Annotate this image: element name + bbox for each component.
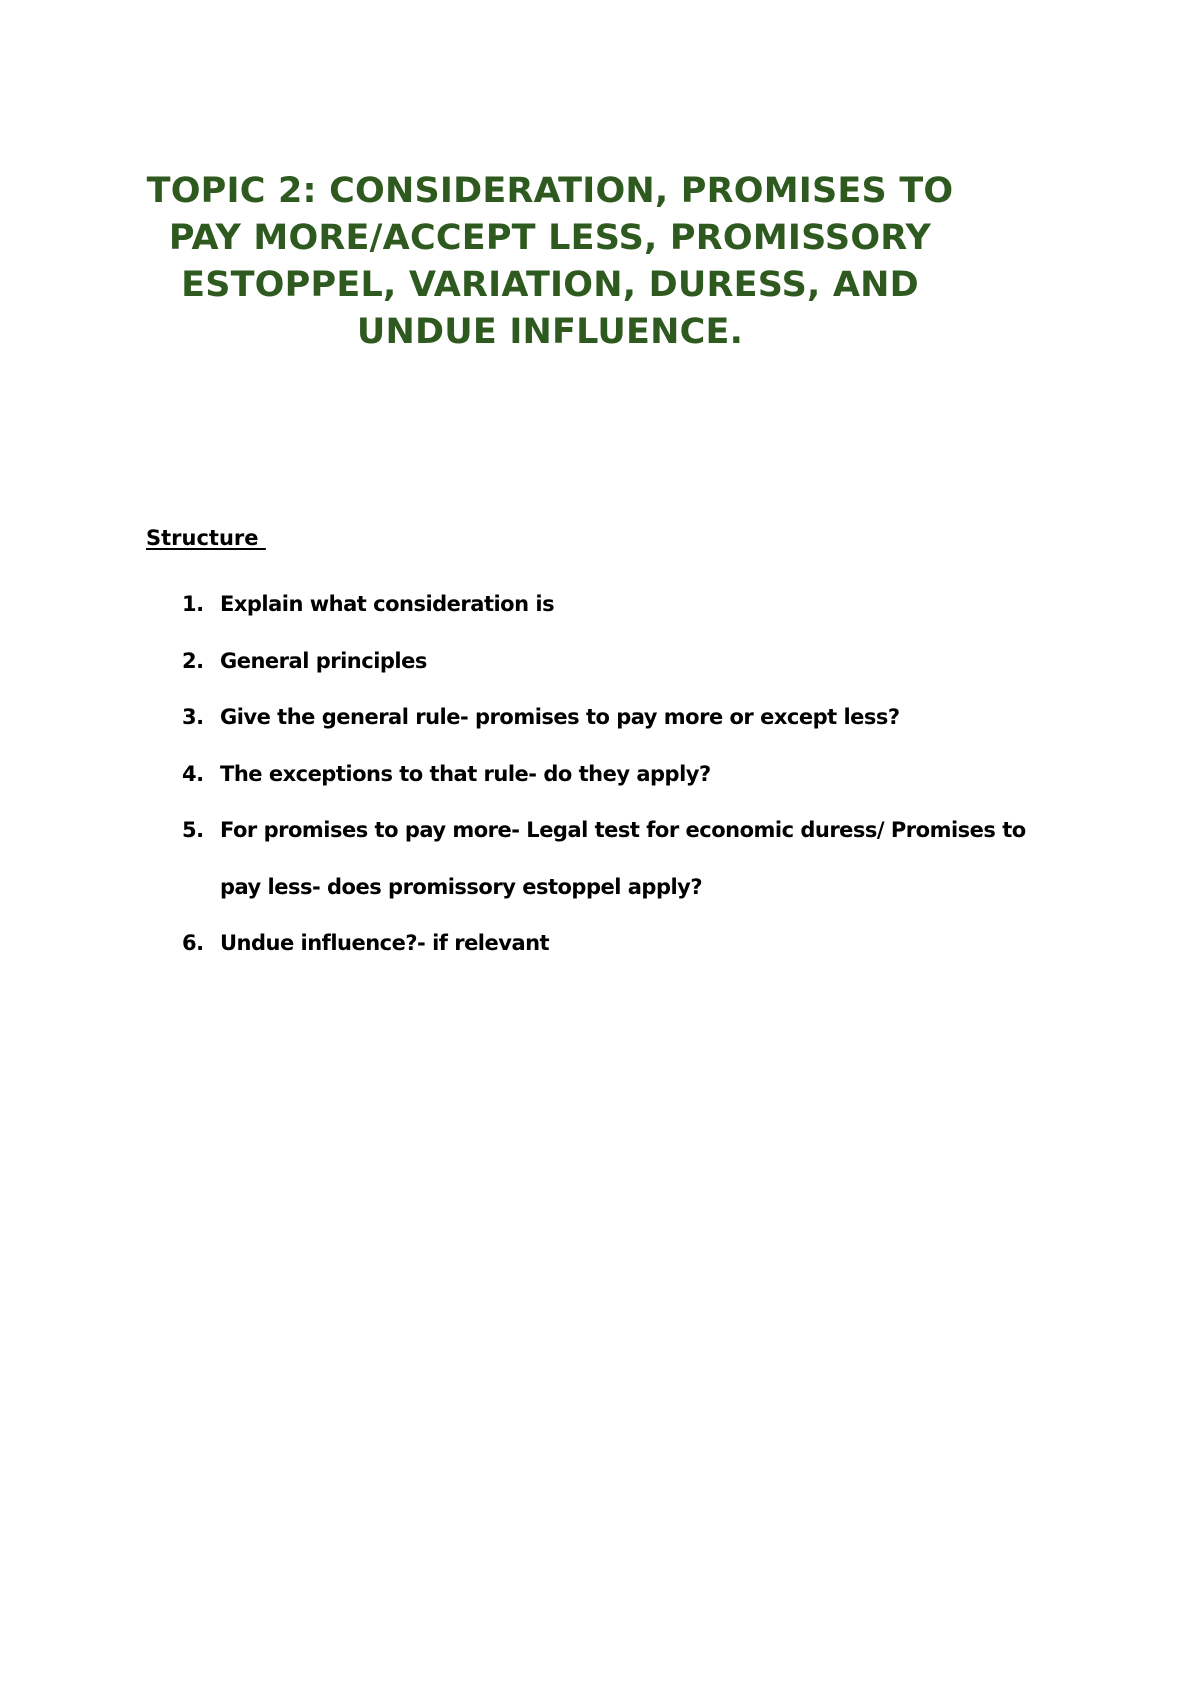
list-item-text: Undue influence?- if relevant bbox=[220, 931, 550, 955]
list-item bbox=[182, 915, 1062, 972]
title-line: UNDUE INFLUENCE. bbox=[356, 312, 744, 352]
list-item-text: Explain what consideration is bbox=[220, 592, 555, 616]
list-item-number: 2. bbox=[182, 648, 204, 673]
structure-list bbox=[182, 576, 1062, 972]
list-item bbox=[182, 746, 1062, 803]
list-item bbox=[182, 689, 1062, 746]
list-item bbox=[182, 633, 1062, 690]
list-item-text: For promises to pay more- Legal test for economic duress/ Promises to pay less- does promissory estoppel apply? bbox=[220, 818, 1026, 899]
title-line: ESTOPPEL, VARIATION, DURESS, AND bbox=[181, 265, 919, 305]
list-item-number: 3. bbox=[182, 705, 204, 729]
list-item-text: General principles bbox=[220, 648, 427, 673]
list-item-text: Give the general rule- promises to pay more or except less? bbox=[220, 705, 900, 729]
list-item-number: 5. bbox=[182, 818, 204, 842]
list-item bbox=[182, 576, 1062, 633]
list-item-number: 6. bbox=[182, 931, 204, 955]
structure-heading: Structure bbox=[146, 526, 266, 550]
title-line: TOPIC 2: CONSIDERATION, PROMISES TO bbox=[146, 171, 954, 211]
list-item-text: The exceptions to that rule- do they apply? bbox=[220, 761, 711, 786]
title-line: PAY MORE/ACCEPT LESS, PROMISSORY bbox=[168, 218, 932, 258]
document-title bbox=[100, 168, 1000, 356]
list-item-number: 1. bbox=[182, 592, 204, 616]
list-item bbox=[182, 802, 1062, 915]
list-item-number: 4. bbox=[182, 761, 204, 786]
